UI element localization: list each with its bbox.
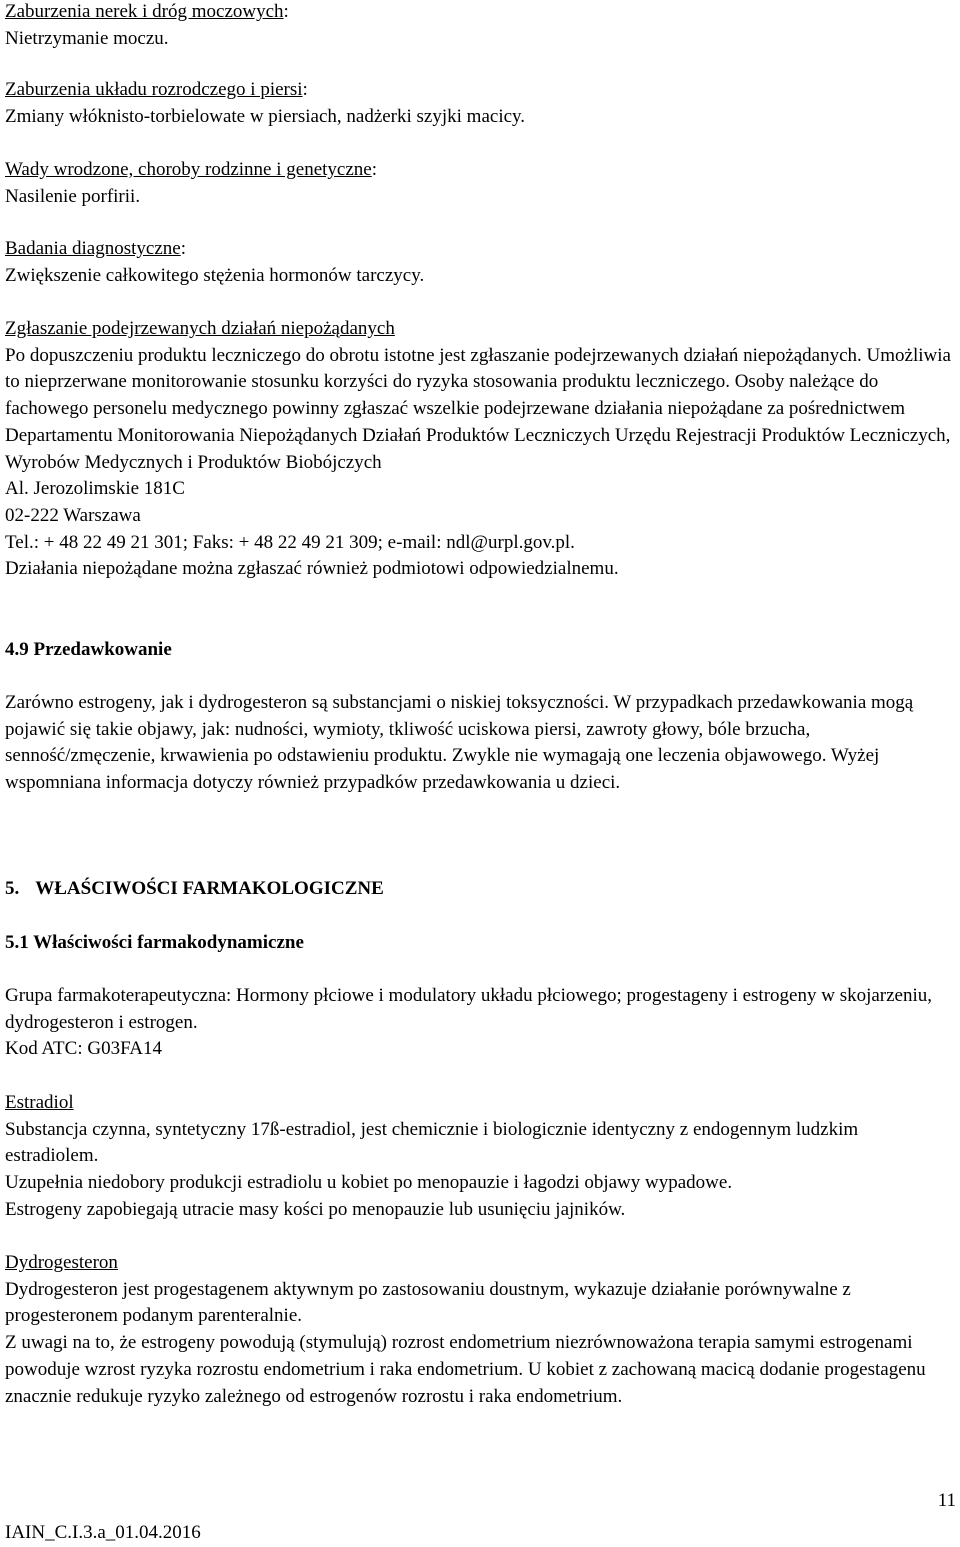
heading-farmakodynamiczne: 5.1 Właściwości farmakodynamiczne [5,932,304,953]
estradiol-p1: Substancja czynna, syntetyczny 17ß-estradiol, jest chemicznie i biologicznie identyczny z endogennym ludzkim estradiolem. [5,1118,859,1167]
dydrogesteron-p2: Z uwagi na to, że estrogeny powodują (stymulują) rozrost endometrium niezrównoważona terapia samymi estrogenami powoduje wzrost ryzyka rozrostu endometrium i raka endometrium. U kobiet z zachowaną macicą dodanie progestagenu znacznie redukuje ryzyko zależnego od estrogenów rozrostu i raka endometrium. [5,1332,926,1407]
section-dydrogesteron [5,1250,955,1410]
pharmacotherapeutic-group: Grupa farmakoterapeutyczna: Hormony płciowe i modulatory układu płciowego; progestageny i estrogeny w skojarzeniu, dydrogesteron i estrogen. [5,985,933,1033]
address-street: Al. Jerozolimskie 181C [5,478,185,500]
section-nerki [5,0,955,52]
paragraph-zglaszanie: Po dopuszczeniu produktu leczniczego do obrotu istotne jest zgłaszanie podejrzewanych działań niepożądanych. Umożliwia to nieprzerwane monitorowanie stosunku korzyści do ryzyka stosowania produktu leczniczego. Osoby należące do fachowego personelu medycznego powinny zgłaszać wszelkie podejrzewane działania niepożądane za pośrednictwem Departamentu Monitorowania Niepożądanych Działań Produktów Leczniczych Urzędu Rejestracji Produktów Leczniczych, Wyrobów Medycznych i Produktów Biobójczych [5,344,951,473]
text-badania: Zwiększenie całkowitego stężenia hormonów tarczycy. [5,264,425,286]
section-farmakodynamiczne [5,983,955,1063]
section-5-number: 5. [5,878,20,899]
section-rozrodczy [5,77,955,130]
heading-rozrodczy: Zaburzenia układu rozrodczego i piersi [5,79,303,100]
heading-nerki: Zaburzenia nerek i dróg moczowych [5,1,284,22]
text-nerki: Nietrzymanie moczu. [5,27,169,49]
section-badania [5,236,955,289]
text-wady: Nasilenie porfirii. [5,185,141,207]
document-code: IAIN_C.I.3.a_01.04.2016 [5,1522,201,1543]
dydrogesteron-p1: Dydrogesteron jest progestagenem aktywnym po zastosowaniu doustnym, wykazuje działanie porównywalne z progesteronem podanym parenteralnie. [5,1278,851,1327]
heading-wady: Wady wrodzone, choroby rodzinne i genetyczne [5,159,372,180]
section-wady [5,157,955,210]
heading-dydrogesteron: Dydrogesteron [5,1252,118,1273]
atc-code: Kod ATC: G03FA14 [5,1038,162,1060]
heading-przedawkowanie: 4.9 Przedawkowanie [5,639,172,660]
page-number: 11 [937,1490,956,1511]
colon: : [283,1,289,22]
section-estradiol [5,1090,955,1224]
colon: : [302,79,308,100]
estradiol-p3: Estrogeny zapobiegają utracie masy kości po menopauzie lub usunięciu jajników. [5,1198,626,1220]
paragraph-przedawkowanie: Zarówno estrogeny, jak i dydrogesteron są substancjami o niskiej toksyczności. W przypadkach przedawkowania mogą pojawić się takie objawy, jak: nudności, wymioty, tkliwość uciskowa piersi, zawroty głowy, bóle brzucha, senność/zmęczenie, krwawienia po odstawieniu produktu. Zwykle nie wymagają one leczenia objawowego. Wyżej wspomniana informacja dotyczy również przypadków przedawkowania u dzieci. [5,692,914,794]
estradiol-p2: Uzupełnia niedobory produkcji estradiolu u kobiet po menopauzie i łagodzi objawy wypadowe. [5,1172,733,1194]
colon: : [180,238,186,259]
section-zglaszanie [5,316,955,583]
contact-line: Tel.: + 48 22 49 21 301; Faks: + 48 22 49 21 309; e-mail: ndl@urpl.gov.pl. [5,531,575,553]
responsible-line: Działania niepożądane można zgłaszać również podmiotowi odpowiedzialnemu. [5,558,619,580]
colon: : [371,159,377,180]
section-5-heading [5,876,955,903]
heading-zglaszanie: Zgłaszanie podejrzewanych działań niepożądanych [5,318,395,339]
heading-badania: Badania diagnostyczne [5,238,181,259]
text-rozrodczy: Zmiany włóknisto-torbielowate w piersiach, nadżerki szyjki macicy. [5,105,526,127]
heading-estradiol: Estradiol [5,1092,74,1113]
address-city: 02-222 Warszawa [5,504,141,526]
section-5-title: WŁAŚCIWOŚCI FARMAKOLOGICZNE [35,878,384,899]
